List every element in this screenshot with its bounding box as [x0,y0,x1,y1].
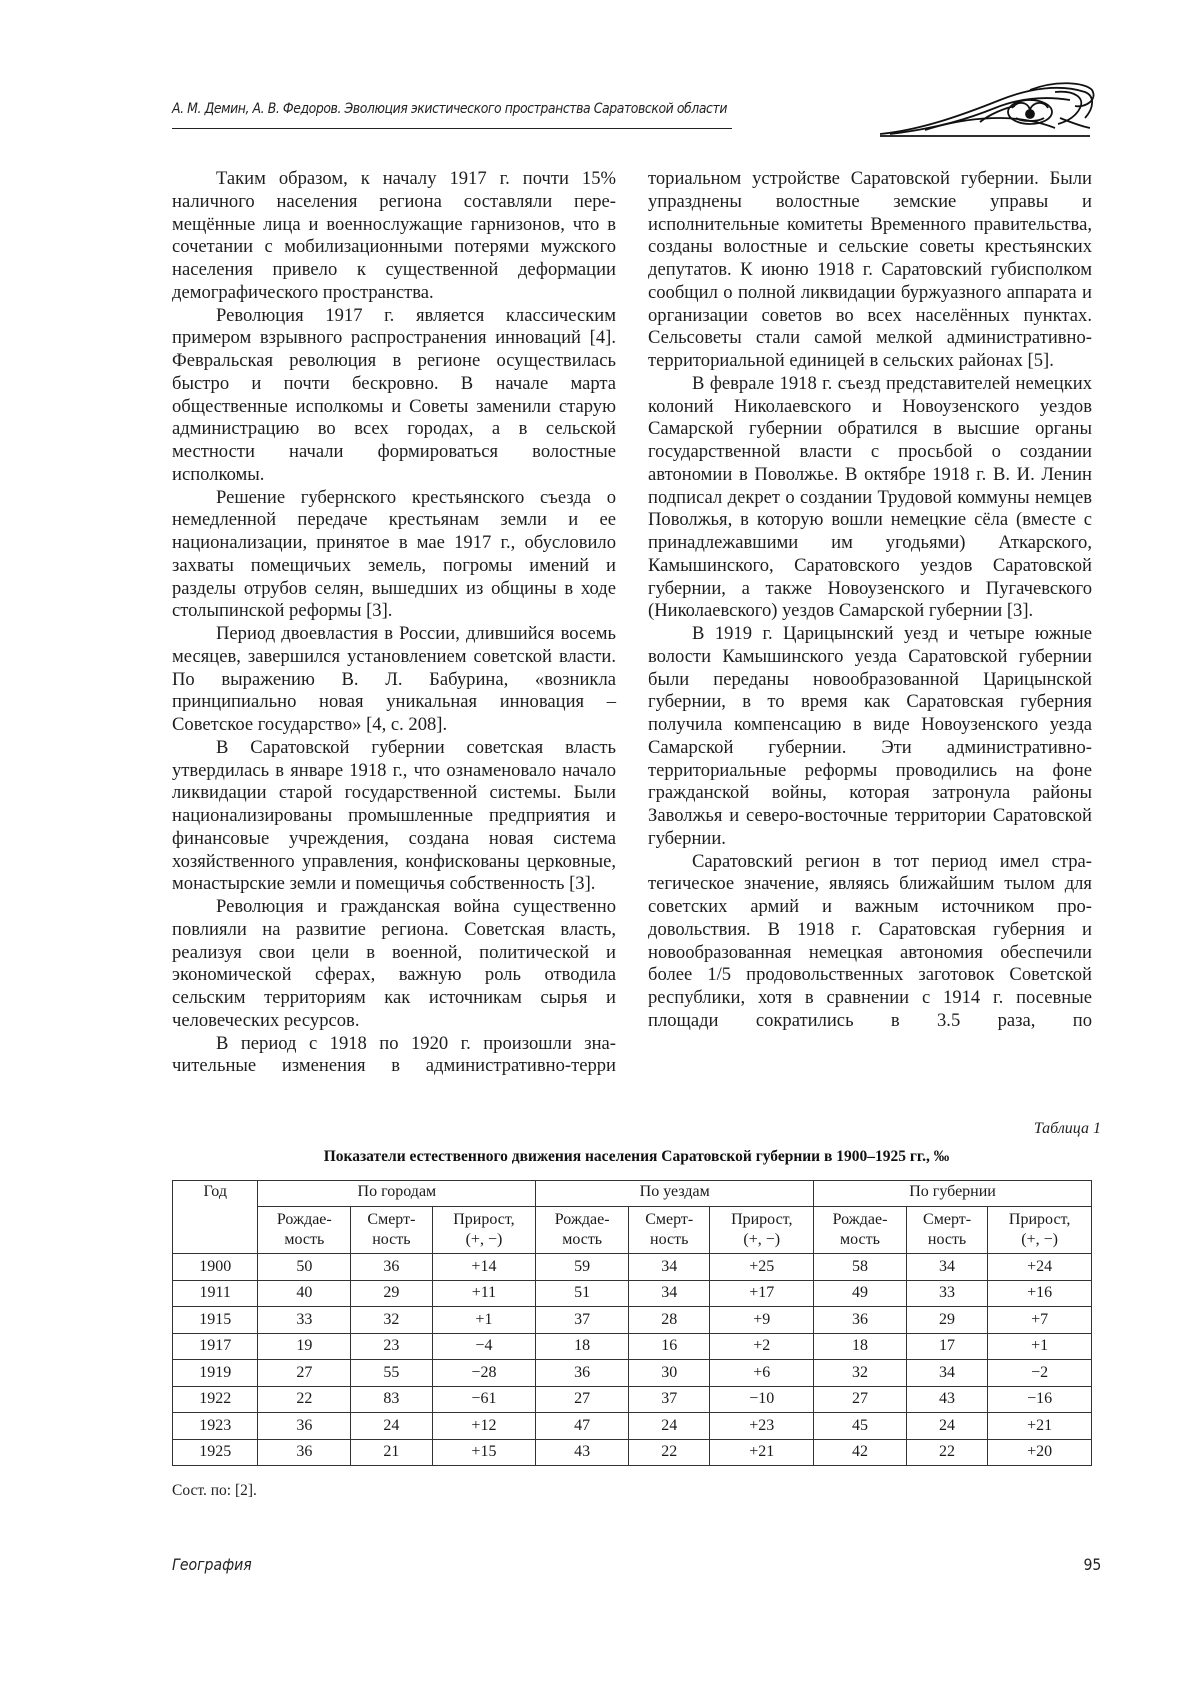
cell-year: 1925 [173,1439,258,1466]
paragraph: Решение губернского крестьянского съезда о немедленной передаче крестьянам земли и ее национализации, принятое в мае 1917 г., обусловило захваты помещичьих земель, погромы имений и разделы отрубов селян, вышедших из общины в ходе столыпинской реформы [3]. [172,486,616,622]
subheader-death-rate [629,1207,710,1254]
table-cell: 33 [906,1280,987,1307]
subheader-line: ность [650,1231,689,1248]
subheader-line: Рождае- [832,1211,888,1228]
table-row [173,1386,1092,1413]
group-header-province: По губернии [814,1181,1092,1207]
subheader-line: Смерт- [923,1211,972,1228]
paragraph: Саратовский регион в тот период имел стратегическое значение, являясь ближайшим тылом для советских армий и важным источником продовольствия. В 1918 г. Саратовская губерния и новообразованная немецкая автономия обеспечили более 1/5 продовольственных заготовок Советской республики, хотя в сравнении с 1914 г. посевные площади сократились в 3.5 раза, по [648,850,1092,1031]
table-cell: +1 [432,1307,536,1334]
group-header-uezds: По уездам [536,1181,814,1207]
table-cell: 29 [906,1307,987,1334]
group-header-cities: По городам [258,1181,536,1207]
table-cell: 22 [906,1439,987,1466]
table-cell: 28 [629,1307,710,1334]
table-cell: +16 [988,1280,1092,1307]
table-cell: 16 [629,1333,710,1360]
left-text-column [172,168,616,1078]
table-cell: 34 [629,1280,710,1307]
table-cell: 34 [629,1254,710,1281]
subheader-birth-rate [258,1207,351,1254]
table-cell: 18 [814,1333,907,1360]
subheader-line: Прирост, [453,1211,515,1228]
table-cell: 50 [258,1254,351,1281]
subheader-line: Прирост, [1008,1211,1071,1228]
table-cell: −61 [432,1386,536,1413]
table-cell: 36 [258,1439,351,1466]
table-cell: 43 [536,1439,629,1466]
paragraph: Период двоевластия в России, длившийся восемь месяцев, завершился установлением советской власти. По выражению В. Л. Бабурина, «возникла принципиально новая уникальная инновация – Советское государство» [4, с. 208]. [172,623,616,735]
subheader-line: (+, −) [743,1231,781,1248]
paragraph: В 1919 г. Царицынский уезд и четыре южные волости Камышинского уезда Саратовской губернии были переданы новообразованной Царицынской губернии, в то время как Саратовская губерния получила компенсацию в виде Новоузенского уезда Самарской губернии. Эти административно-территориальные реформы проводились на фоне гражданской войны, которая затронула районы Заволжья и северо-восточные территории Саратовской губернии. [648,623,1092,849]
subheader-natural-growth [710,1207,814,1254]
subheader-line: мость [284,1231,325,1248]
table-cell: 22 [629,1439,710,1466]
table-cell: 24 [629,1413,710,1440]
paragraph: В Саратовской губернии советская власть утвердилась в январе 1918 г., что ознаменовало начало ликвидации старой государственной системы. Были национализированы промышленные предприятия и финансовые учреждения, создана новая система хозяйственного управления, конфискованы церковные, монастырские земли и помещичья собственность [3]. [172,736,616,895]
cell-year: 1923 [173,1413,258,1440]
subheader-death-rate [351,1207,432,1254]
table-cell: 37 [536,1307,629,1334]
table-cell: +15 [432,1439,536,1466]
table-cell: 32 [351,1307,432,1334]
table-cell: +20 [988,1439,1092,1466]
running-header-title: А. М. Демин, А. В. Федоров. Эволюция экистического пространства Саратовской области [172,101,727,117]
table-cell: 36 [258,1413,351,1440]
table-cell: 34 [906,1360,987,1387]
table-cell: −28 [432,1360,536,1387]
table-cell: +14 [432,1254,536,1281]
table-cell: 59 [536,1254,629,1281]
subheader-line: Рождае- [276,1211,332,1228]
right-text-column [648,168,1092,1033]
table-cell: +9 [710,1307,814,1334]
table-cell: 83 [351,1386,432,1413]
subheader-line: Смерт- [645,1211,694,1228]
table-cell: 36 [351,1254,432,1281]
table-row [173,1280,1092,1307]
table-cell: 21 [351,1439,432,1466]
table-cell: 47 [536,1413,629,1440]
table-body [173,1254,1092,1466]
table-row [173,1439,1092,1466]
table-cell: 36 [814,1307,907,1334]
cell-year: 1919 [173,1360,258,1387]
table-cell: 43 [906,1386,987,1413]
table-cell: 42 [814,1439,907,1466]
paragraph: В феврале 1918 г. съезд представителей немецких колоний Николаевского и Новоузенского уездов Самарской губернии обратился в высшие органы государственной власти с просьбой о создании автономии в Поволжье. В октябре 1918 г. В. И. Ленин подписал декрет о создании Трудовой коммуны немцев Поволжья, в которую вошли немецкие сёла (вместе с принадлежавшими им угодьями) Аткарского, Камышинского, Саратовского уездов Саратовской губернии, а также Новоузенского и Пугачевского (Николаевского) уездов Самарской губернии [3]. [648,372,1092,622]
table-row [173,1307,1092,1334]
cell-year: 1911 [173,1280,258,1307]
table-cell: 33 [258,1307,351,1334]
column-header-year: Год [173,1181,258,1254]
table-cell: 24 [351,1413,432,1440]
paragraph: Революция 1917 г. является классическим примером взрывного распространения инноваций [4]. Февральская революция в регионе осуществилась быстро и почти бескровно. В начале марта общественные исполкомы и Советы заменили старую администрацию во всех городах, а в сельской местности начали формироваться волостные исполкомы. [172,304,616,485]
table-cell: +12 [432,1413,536,1440]
paragraph: Таким образом, к началу 1917 г. почти 15% наличного населения региона составляли перемещённые лица и военнослужащие гарнизонов, что в сочетании с мобилизационными потерями мужского населения привело к существенной деформации демографического пространства. [172,168,616,303]
table-cell: 24 [906,1413,987,1440]
paragraph-continued: ториальном устройстве Саратовской губернии. Были упразднены волостные земские управы и исполнительные комитеты Временного правительства, созданы волостные и сельские советы крестьянских депутатов. К июню 1918 г. Саратовский губисполком сообщил о полной ликвидации буржуазного аппарата и организации советов во всех населённых пунктах. Сельсоветы стали самой мелкой административно-территориальной единицей в сельских районах [5]. [648,168,1092,371]
table-cell: +25 [710,1254,814,1281]
subheader-birth-rate [814,1207,907,1254]
table-cell: 27 [814,1386,907,1413]
footer-section-name: География [172,1555,252,1574]
table-title: Показатели естественного движения населения Саратовской губернии в 1900–1925 гг., ‰ [323,1148,950,1165]
table-cell: 37 [629,1386,710,1413]
table-cell: 36 [536,1360,629,1387]
subheader-birth-rate [536,1207,629,1254]
table-cell: +21 [988,1413,1092,1440]
cell-year: 1915 [173,1307,258,1334]
table-row [173,1333,1092,1360]
table-cell: +23 [710,1413,814,1440]
subheader-natural-growth [988,1207,1092,1254]
table-cell: 17 [906,1333,987,1360]
subheader-line: Смерт- [367,1211,416,1228]
demographics-table [172,1180,1092,1466]
table-cell: 27 [536,1386,629,1413]
subheader-row [173,1207,1092,1254]
page-number: 95 [1083,1555,1101,1574]
table-cell: 23 [351,1333,432,1360]
cell-year: 1922 [173,1386,258,1413]
table-cell: −4 [432,1333,536,1360]
table-cell: 55 [351,1360,432,1387]
subheader-line: (+, −) [1021,1231,1058,1248]
table-cell: +24 [988,1254,1092,1281]
table-cell: 51 [536,1280,629,1307]
table-cell: +7 [988,1307,1092,1334]
table-cell: 29 [351,1280,432,1307]
table-cell: +17 [710,1280,814,1307]
subheader-line: ность [927,1231,967,1248]
subheader-natural-growth [432,1207,536,1254]
table-row [173,1360,1092,1387]
subheader-line: Рождае- [554,1211,610,1228]
table-cell: 22 [258,1386,351,1413]
paragraph: В период с 1918 по 1920 г. произошли значительные изменения в административно-терри [172,1032,616,1077]
subheader-death-rate [906,1207,987,1254]
table-cell: 34 [906,1254,987,1281]
cell-year: 1917 [173,1333,258,1360]
table-cell: +1 [988,1333,1092,1360]
table-cell: +21 [710,1439,814,1466]
subheader-line: Прирост, [731,1211,793,1228]
subheader-line: (+, −) [465,1231,503,1248]
header-rule [172,128,732,129]
table-cell: 49 [814,1280,907,1307]
table-cell: +6 [710,1360,814,1387]
table-cell: −10 [710,1386,814,1413]
table-cell: 27 [258,1360,351,1387]
table-cell: 32 [814,1360,907,1387]
table-cell: −16 [988,1386,1092,1413]
cell-year: 1900 [173,1254,258,1281]
table-row [173,1254,1092,1281]
table-cell: 19 [258,1333,351,1360]
paragraph: Революция и гражданская война существенно повлияли на развитие региона. Советская власть, реализуя свои цели в военной, политической и экономической сферах, важную роль отводила сельским территориям как источникам сырья и человеческих ресурсов. [172,896,616,1031]
table-cell: 40 [258,1280,351,1307]
table-source-note: Сост. по: [2]. [172,1482,257,1499]
table-cell: 30 [629,1360,710,1387]
subheader-line: мость [840,1231,880,1248]
subheader-line: мость [562,1231,603,1248]
table-cell: −2 [988,1360,1092,1387]
table-cell: +11 [432,1280,536,1307]
art-nouveau-ornament-icon [880,78,1100,138]
table-cell: 58 [814,1254,907,1281]
table-label: Таблица 1 [1033,1120,1101,1137]
table-cell: 45 [814,1413,907,1440]
table-cell: 18 [536,1333,629,1360]
table-cell: +2 [710,1333,814,1360]
subheader-line: ность [372,1231,411,1248]
table-row [173,1413,1092,1440]
